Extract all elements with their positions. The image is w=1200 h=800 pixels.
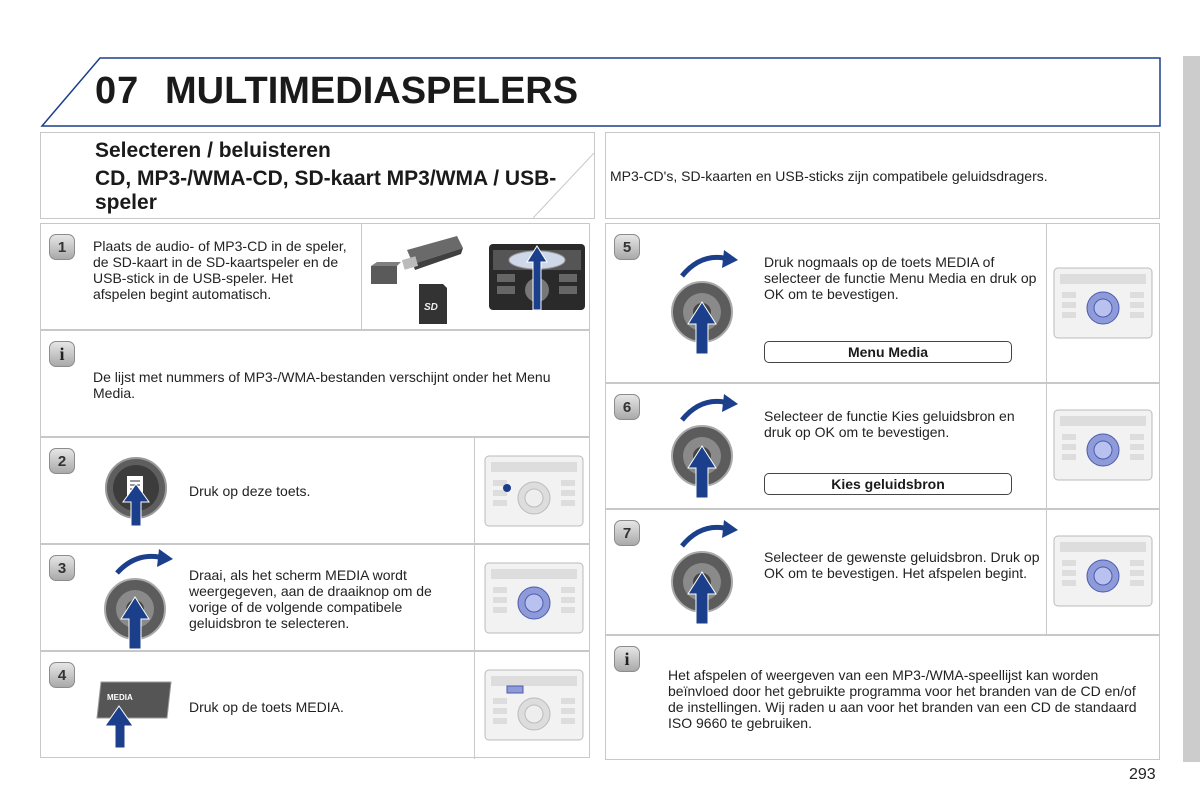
usb-stick-icon (371, 236, 463, 284)
info-text: De lijst met nummers of MP3-/WMA-bestanden verschijnt onder het Menu Media. (93, 369, 551, 401)
svg-text:MEDIA: MEDIA (107, 693, 133, 702)
radio-panel-illustration (483, 664, 585, 746)
step-badge: 6 (614, 394, 640, 420)
step-3-box (40, 544, 590, 651)
step-text: Druk nogmaals op de toets MEDIA of selecteer de functie Menu Media en druk op OK om te bevestigen. (764, 254, 1037, 302)
kies-geluidsbron-label: Kies geluidsbron (764, 473, 1012, 495)
section-title: Selecteren / beluisteren (95, 139, 331, 162)
step-badge: 3 (49, 555, 75, 581)
section-title-box (40, 132, 595, 219)
step-text: Druk op deze toets. (189, 483, 311, 499)
step-7-box (605, 509, 1160, 635)
media-button-icon (95, 678, 175, 750)
step-badge: 4 (49, 662, 75, 688)
step-5-box (605, 223, 1160, 383)
intro-text: MP3-CD's, SD-kaarten en USB-sticks zijn compatibele geluidsdragers. (610, 168, 1048, 184)
info-text: Het afspelen of weergeven van een MP3-/WMA-speellijst kan worden beïnvloed door het gebruikte programma voor het branden van de CD en/of de instellingen. Wij raden u aan voor het branden van een CD de standaard ISO 9660 te gebruiken. (668, 667, 1137, 731)
radio-panel-illustration (1052, 404, 1154, 486)
section-subtitle: CD, MP3-/WMA-CD, SD-kaart MP3/WMA / USB-speler (95, 167, 557, 214)
step-badge: 2 (49, 448, 75, 474)
rotary-knob-icon (668, 246, 744, 358)
radio-panel-illustration (483, 450, 585, 532)
step-1-box (40, 223, 590, 330)
rotary-knob-icon (101, 547, 177, 651)
step-badge: 5 (614, 234, 640, 260)
radio-panel-illustration (1052, 530, 1154, 612)
media-devices-illustration (369, 228, 589, 328)
info-box-right (605, 635, 1160, 760)
info-icon: i (49, 341, 75, 367)
svg-text:SD: SD (424, 302, 438, 313)
info-icon: i (614, 646, 640, 672)
step-2-box (40, 437, 590, 544)
step-6-box (605, 383, 1160, 509)
step-text: Selecteer de functie Kies geluidsbron en druk op OK om te bevestigen. (764, 408, 1015, 440)
list-button-icon (103, 448, 173, 528)
sd-card-icon (419, 284, 447, 324)
radio-panel-illustration (1052, 262, 1154, 344)
step-text: Draai, als het scherm MEDIA wordt weergegeven, aan de draaiknop om de vorige of de volgende compatibele geluidsbron te selecteren. (189, 567, 432, 631)
chapter-number: 07 (95, 70, 140, 112)
step-text: Druk op de toets MEDIA. (189, 699, 344, 715)
title-corner-line (533, 153, 595, 219)
menu-media-label: Menu Media (764, 341, 1012, 363)
radio-panel-illustration (483, 557, 585, 639)
step-text: Plaats de audio- of MP3-CD in de speler, de SD-kaart in de SD-kaartspeler en de USB-stick in de USB-speler. Het afspelen begint automatisch. (93, 238, 347, 302)
page-edge-strip (1183, 56, 1200, 762)
rotary-knob-icon (668, 390, 744, 502)
info-box-left (40, 330, 590, 437)
step-text: Selecteer de gewenste geluidsbron. Druk op OK om te bevestigen. Het afspelen begint. (764, 549, 1040, 581)
cd-player-panel (489, 244, 585, 310)
page-number: 293 (1129, 766, 1156, 783)
step-4-box (40, 651, 590, 758)
rotary-knob-icon (668, 516, 744, 628)
chapter-title: MULTIMEDIASPELERS (165, 70, 579, 112)
intro-box (605, 132, 1160, 219)
step-badge: 7 (614, 520, 640, 546)
step-badge: 1 (49, 234, 75, 260)
